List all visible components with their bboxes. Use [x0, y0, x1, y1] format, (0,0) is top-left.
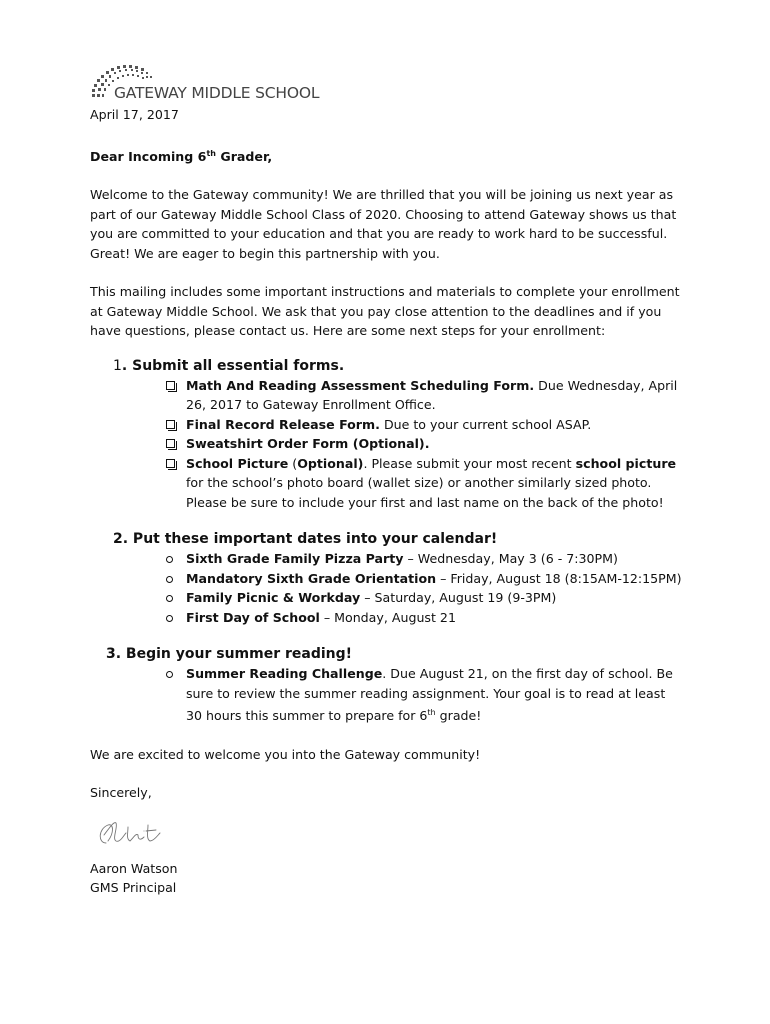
- list-item: Sweatshirt Order Form (Optional).: [90, 434, 685, 454]
- section-1-heading: 1. Submit all essential forms.: [113, 357, 345, 374]
- circle-bullet-icon: [166, 595, 173, 602]
- checkbox-icon: [166, 459, 175, 468]
- section-3-heading: 3. Begin your summer reading!: [106, 646, 353, 663]
- sincerely: Sincerely,: [90, 785, 152, 801]
- checkbox-icon: [166, 381, 175, 390]
- paragraph-instructions: This mailing includes some important instructions and materials to complete your enrollment at Gateway Middle School. We ask that you pay close attention to the deadlines and if you have questions, please contact us. Here are some next steps for your enrollment:: [90, 284, 680, 339]
- list-item: Mandatory Sixth Grade Orientation – Friday, August 18 (8:15AM-12:15PM): [90, 569, 685, 589]
- list-item: Math And Reading Assessment Scheduling Form. Due Wednesday, April 26, 2017 to Gateway Enrollment Office.: [90, 376, 685, 415]
- school-name: GATEWAY MIDDLE SCHOOL: [114, 84, 320, 102]
- checkbox-icon: [166, 439, 175, 448]
- list-item: Family Picnic & Workday – Saturday, August 19 (9-3PM): [90, 588, 685, 608]
- reading-list: [90, 664, 685, 726]
- circle-bullet-icon: [166, 556, 173, 563]
- list-item: Summer Reading Challenge. Due August 21, on the first day of school. Be sure to review the summer reading assignment. Your goal is to read at least 30 hours this summer to prepare for 6th grade!: [90, 664, 685, 726]
- section-2-heading: 2. Put these important dates into your calendar!: [113, 531, 498, 548]
- signer-name: Aaron Watson: [90, 860, 178, 876]
- checkbox-icon: [166, 420, 175, 429]
- greeting: Dear Incoming 6th Grader,: [90, 148, 273, 164]
- dates-list: [90, 549, 685, 627]
- paragraph-welcome: Welcome to the Gateway community! We are thrilled that you will be joining us next year as part of our Gateway Middle School Class of 2020. Choosing to attend Gateway shows us that you are committed to your education and that you are ready to work hard to be successful. Great! We are eager to begin this partnership with you.: [90, 187, 677, 261]
- circle-bullet-icon: [166, 671, 173, 678]
- circle-bullet-icon: [166, 615, 173, 622]
- list-item: School Picture (Optional). Please submit your most recent school picture for the school’s photo board (wallet size) or another similarly sized photo. Please be sure to include your first and last name on the back of the photo!: [90, 454, 685, 513]
- signer-title: GMS Principal: [90, 880, 177, 896]
- school-logo: [90, 64, 330, 104]
- list-item: Final Record Release Form. Due to your current school ASAP.: [90, 415, 685, 435]
- closing-line: We are excited to welcome you into the Gateway community!: [90, 746, 481, 762]
- list-item: Sixth Grade Family Pizza Party – Wednesday, May 3 (6 - 7:30PM): [90, 549, 685, 569]
- list-item: First Day of School – Monday, August 21: [90, 608, 685, 628]
- letter-date: April 17, 2017: [90, 107, 179, 122]
- circle-bullet-icon: [166, 576, 173, 583]
- letter-body: [90, 105, 685, 898]
- signature-icon: [94, 817, 174, 849]
- forms-list: [90, 376, 685, 513]
